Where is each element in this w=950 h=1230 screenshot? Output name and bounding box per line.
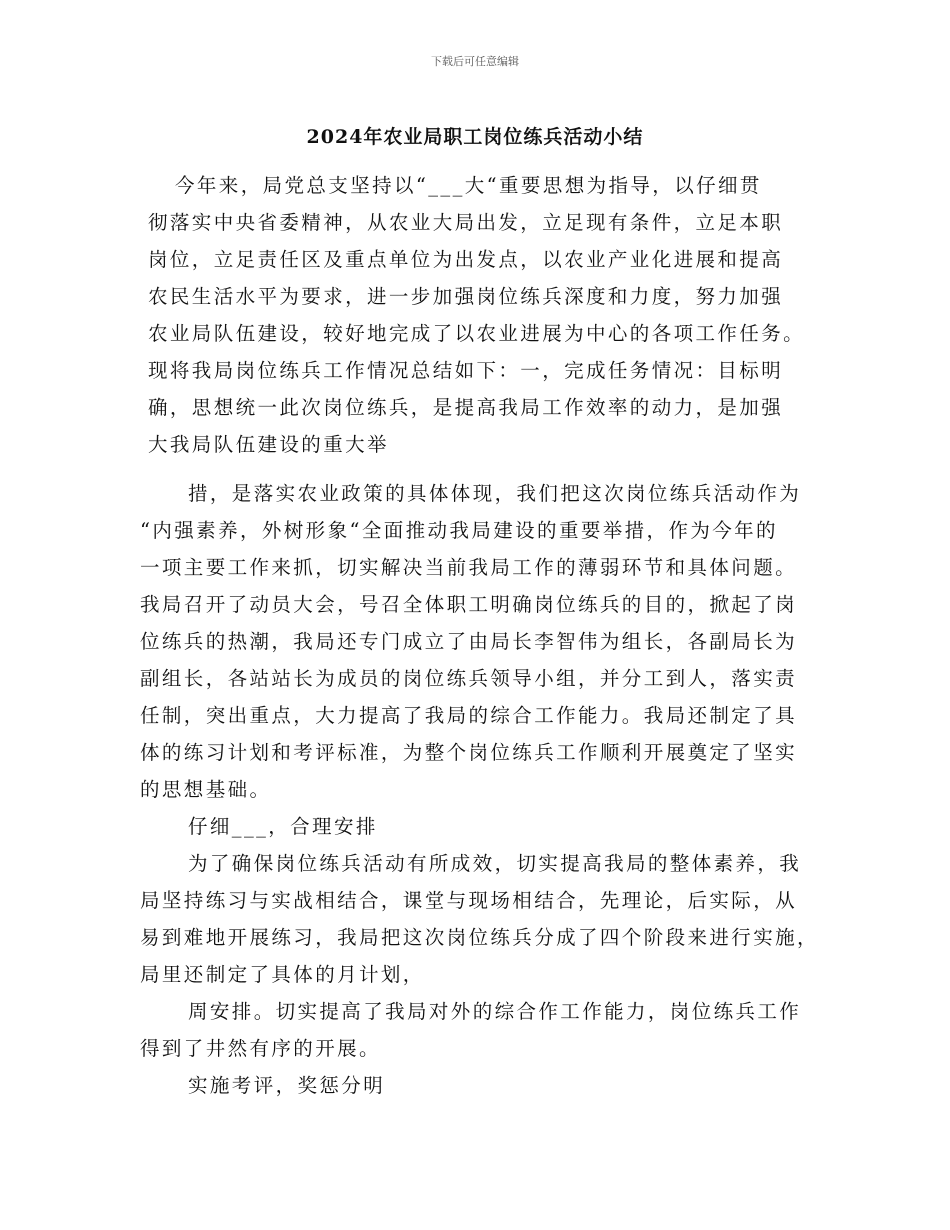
paragraph-line: 局里还制定了具体的月计划， (140, 963, 425, 986)
paragraph-line: 体的练习计划和考评标准，为整个岗位练兵工作顺利开展奠定了坚实 (140, 741, 798, 764)
paragraph-line: 为了确保岗位练兵活动有所成效，切实提高我局的整体素养，我 (188, 852, 802, 875)
paragraph-line: 得到了井然有序的开展。 (140, 1037, 381, 1060)
paragraph-line: 确，思想统一此次岗位练兵，是提高我局工作效率的动力，是加强 (148, 396, 784, 419)
section-heading: 实施考评，奖惩分明 (188, 1074, 386, 1097)
paragraph-line: 任制，突出重点，大力提高了我局的综合工作能力。我局还制定了具 (140, 704, 798, 727)
paragraph-line: 大我局队伍建设的重大举 (148, 433, 389, 456)
paragraph-line: 局坚持练习与实战相结合，课堂与现场相结合，先理论，后实际，从 (140, 889, 798, 912)
paragraph-line: “内强素养，外树形象“全面推动我局建设的重要举措，作为今年的 (140, 519, 778, 542)
document-title: 2024年农业局职工岗位练兵活动小结 (306, 126, 644, 148)
paragraph-line: 我局召开了动员大会，号召全体职工明确岗位练兵的目的，掀起了岗 (140, 593, 798, 616)
paragraph-line: 彻落实中央省委精神，从农业大局出发，立足现有条件，立足本职 (148, 211, 784, 234)
paragraph-line: 农业局队伍建设，较好地完成了以农业进展为中心的各项工作任务。 (148, 322, 806, 345)
paragraph-line: 现将我局岗位练兵工作情况总结如下：一，完成任务情况：目标明 (148, 359, 784, 382)
paragraph-line: 岗位，立足责任区及重点单位为出发点，以农业产业化进展和提高 (148, 248, 784, 271)
paragraph-line: 的思想基础。 (140, 778, 272, 801)
header-note: 下载后可任意编辑 (431, 55, 519, 68)
section-heading: 仔细___，合理安排 (188, 815, 378, 838)
paragraph-line: 措，是落实农业政策的具体体现，我们把这次岗位练兵活动作为 (188, 482, 802, 505)
paragraph-line: 副组长，各站站长为成员的岗位练兵领导小组，并分工到人，落实责 (140, 667, 798, 690)
paragraph-line: 一项主要工作来抓，切实解决当前我局工作的薄弱环节和具体问题。 (140, 556, 798, 579)
paragraph-line: 今年来，局党总支坚持以“___大“重要思想为指导，以仔细贯 (175, 174, 762, 197)
paragraph-line: 农民生活水平为要求，进一步加强岗位练兵深度和力度，努力加强 (148, 285, 784, 308)
paragraph-line: 易到难地开展练习，我局把这次岗位练兵分成了四个阶段来进行实施， (140, 926, 819, 949)
paragraph-line: 位练兵的热潮，我局还专门成立了由局长李智伟为组长，各副局长为 (140, 630, 798, 653)
paragraph-line: 周安排。切实提高了我局对外的综合作工作能力，岗位练兵工作 (188, 1000, 802, 1023)
